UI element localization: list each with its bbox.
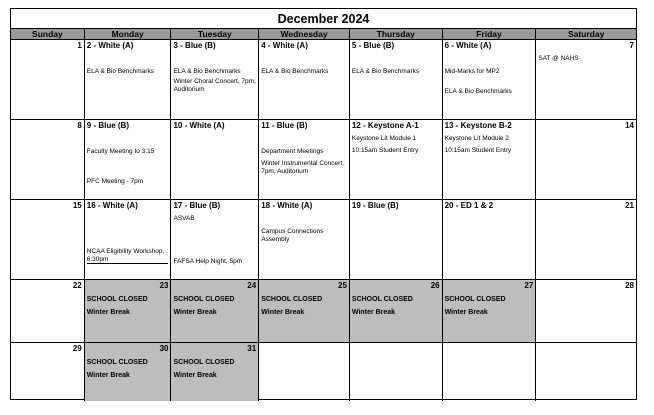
calendar-event[interactable]: SCHOOL CLOSED [86, 296, 148, 303]
day-cell[interactable] [11, 280, 85, 342]
calendar-event[interactable]: Department Meetings [261, 148, 324, 155]
day-cell[interactable] [85, 343, 172, 401]
day-cell[interactable] [259, 200, 350, 279]
day-of-week-thursday: Thursday [350, 29, 443, 39]
day-heading: 16 - White (A) [86, 201, 138, 210]
day-of-week-wednesday: Wednesday [259, 29, 350, 39]
calendar-event[interactable]: ELA & Bio Benchmarks [444, 88, 512, 95]
day-cell[interactable] [536, 200, 636, 279]
day-cell[interactable] [11, 120, 85, 199]
calendar-event[interactable]: SCHOOL CLOSED [261, 296, 323, 303]
calendar-event[interactable]: Winter Break [173, 309, 217, 316]
day-number: 28 [625, 281, 634, 290]
day-cell[interactable] [536, 40, 636, 119]
day-number: 29 [72, 344, 82, 353]
day-heading: 3 - Blue (B) [173, 41, 216, 50]
calendar-event[interactable]: 10:15am Student Entry [444, 147, 512, 154]
day-of-week-monday: Monday [85, 29, 172, 39]
day-number: 26 [430, 281, 440, 290]
day-number: 15 [72, 201, 82, 210]
day-number: 22 [72, 281, 82, 290]
day-number: 24 [247, 281, 257, 290]
calendar-event[interactable]: Winter Break [173, 372, 217, 379]
day-cell[interactable] [85, 280, 172, 342]
calendar-event[interactable]: ELA & Bio Benchmarks [351, 68, 420, 75]
day-heading: 12 - Keystone A-1 [351, 121, 419, 130]
day-number: 23 [159, 281, 169, 290]
day-cell[interactable] [259, 120, 350, 199]
calendar-event[interactable]: Winter Break [86, 309, 130, 316]
day-number: 25 [338, 281, 347, 290]
day-cell[interactable] [536, 120, 636, 199]
calendar-event[interactable]: ASVAB [173, 215, 195, 222]
day-cell[interactable] [171, 40, 259, 119]
calendar-event[interactable]: SCHOOL CLOSED [444, 296, 506, 303]
day-of-week-sunday: Sunday [11, 29, 85, 39]
calendar-event[interactable]: SCHOOL CLOSED [351, 296, 413, 303]
week-row [11, 280, 636, 343]
calendar-event[interactable]: Winter Break [261, 309, 305, 316]
calendar-event[interactable]: Winter Break [444, 309, 488, 316]
day-cell[interactable] [443, 200, 537, 279]
day-heading: 5 - Blue (B) [351, 41, 395, 50]
day-of-week-header [11, 29, 636, 40]
day-cell[interactable] [259, 280, 350, 342]
day-heading: 10 - White (A) [173, 121, 225, 130]
day-cell[interactable] [443, 120, 537, 199]
calendar-event[interactable]: ELA & Bio Benchmarks [173, 68, 241, 75]
week-row [11, 343, 636, 401]
day-cell[interactable] [259, 40, 350, 119]
day-heading: 11 - Blue (B) [261, 121, 308, 130]
day-heading: 19 - Blue (B) [351, 201, 399, 210]
calendar-event[interactable]: NCAA Eligibility Workshop, 6:30pm [87, 248, 169, 264]
day-of-week-tuesday: Tuesday [171, 29, 259, 39]
day-heading: 9 - Blue (B) [86, 121, 129, 130]
day-cell[interactable] [443, 343, 537, 401]
week-row [11, 120, 636, 200]
day-number: 31 [247, 344, 257, 353]
day-heading: 4 - White (A) [261, 41, 308, 50]
calendar [10, 8, 637, 400]
day-cell[interactable] [171, 343, 259, 401]
day-cell[interactable] [171, 120, 259, 199]
calendar-event[interactable]: SCHOOL CLOSED [173, 359, 235, 366]
calendar-event[interactable]: 10:15am Student Entry [351, 147, 419, 154]
calendar-event[interactable]: Faculty Meeting to 3:15 [86, 148, 155, 155]
calendar-event[interactable]: Winter Break [351, 309, 396, 316]
day-cell[interactable] [171, 200, 259, 279]
day-cell[interactable] [536, 343, 636, 401]
calendar-event[interactable]: Winter Choral Concert, 7pm, Auditorium [173, 78, 256, 93]
day-heading: 2 - White (A) [86, 41, 134, 50]
calendar-event[interactable]: Keystone Lit Module 2 [444, 135, 509, 142]
day-cell[interactable] [443, 280, 537, 342]
calendar-event[interactable]: SCHOOL CLOSED [173, 296, 235, 303]
day-cell[interactable] [443, 40, 537, 119]
calendar-event[interactable]: Campus Connections Assembly [261, 228, 324, 243]
day-number: 14 [625, 121, 634, 130]
day-number: 27 [524, 281, 534, 290]
day-cell[interactable] [350, 280, 443, 342]
day-number: 7 [629, 41, 634, 50]
day-cell[interactable] [350, 343, 443, 401]
day-of-week-saturday: Saturday [567, 29, 605, 39]
day-heading: 6 - White (A) [444, 41, 492, 50]
day-cell[interactable] [350, 120, 443, 199]
calendar-event[interactable]: ELA & Bio Benchmarks [86, 68, 154, 75]
day-number: 8 [77, 121, 82, 130]
calendar-event[interactable]: Winter Break [86, 372, 130, 379]
calendar-event[interactable]: Winter Instrumental Concert, 7pm, Auditorium [261, 160, 344, 175]
day-cell[interactable] [11, 343, 85, 401]
day-cell[interactable] [11, 40, 85, 119]
week-row [11, 40, 636, 120]
day-heading: 13 - Keystone B-2 [444, 121, 512, 130]
calendar-title: December 2024 [11, 9, 636, 29]
day-cell[interactable] [350, 40, 443, 119]
calendar-event[interactable]: SAT @ NAHS [538, 55, 579, 62]
day-number: 30 [159, 344, 169, 353]
week-row [11, 200, 636, 280]
calendar-event[interactable]: ELA & Bio Benchmarks [261, 68, 329, 75]
day-heading: 18 - White (A) [261, 201, 313, 210]
day-cell[interactable] [85, 40, 172, 119]
calendar-event[interactable]: PFC Meeting - 7pm [86, 178, 144, 185]
calendar-event[interactable]: Mid-Marks for MP2 [444, 68, 500, 75]
calendar-event[interactable]: FAFSA Help Night, 5pm [173, 258, 243, 265]
day-cell[interactable] [85, 200, 172, 279]
day-cell[interactable] [350, 200, 443, 279]
day-cell[interactable] [259, 343, 350, 401]
day-cell[interactable] [171, 280, 259, 342]
day-number: 1 [77, 41, 82, 50]
day-cell[interactable] [11, 200, 85, 279]
calendar-event[interactable]: SCHOOL CLOSED [86, 359, 148, 366]
day-cell[interactable] [85, 120, 172, 199]
day-of-week-friday: Friday [443, 29, 537, 39]
day-heading: 20 - ED 1 & 2 [444, 201, 494, 210]
day-number: 21 [625, 201, 634, 210]
day-heading: 17 - Blue (B) [173, 201, 221, 210]
calendar-event[interactable]: Keystone Lit Module 1 [351, 135, 417, 142]
calendar-grid [11, 40, 636, 401]
day-cell[interactable] [536, 280, 636, 342]
